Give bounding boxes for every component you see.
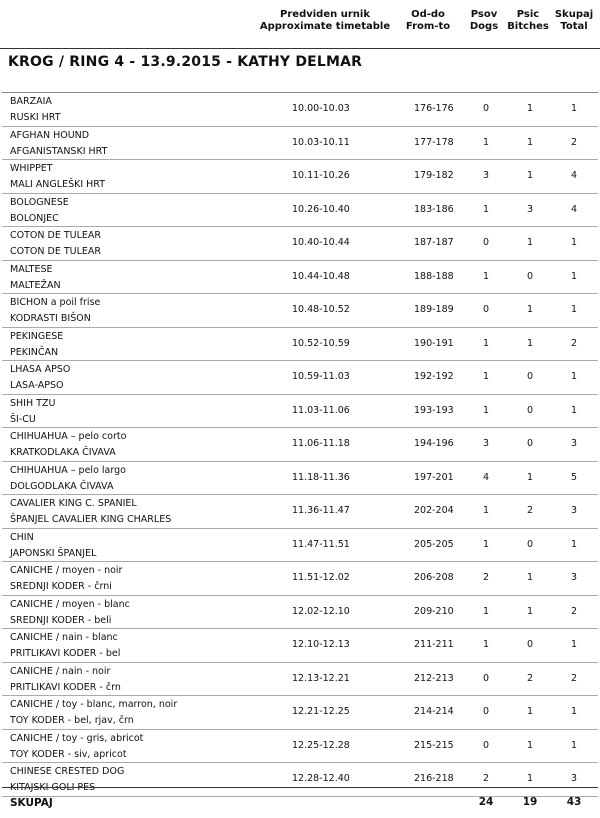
breed-name: CHIHUAHUA – pelo largo	[10, 464, 126, 476]
bitches-cell: 0	[526, 270, 534, 282]
range-cell: 209-210	[414, 605, 454, 617]
total-cell: 1	[570, 404, 578, 416]
breed-name: CANICHE / moyen - blanc	[10, 598, 130, 610]
dogs-column-header	[462, 9, 506, 33]
range-label-en: From-to	[405, 21, 451, 32]
time-cell: 10.44-10.48	[292, 270, 350, 282]
time-label-en: Approximate timetable	[259, 21, 391, 32]
range-cell: 206-208	[414, 572, 454, 583]
bitches-cell: 0	[526, 371, 534, 382]
total-cell: 1	[570, 706, 578, 717]
table-row	[2, 261, 598, 295]
table-row	[2, 596, 598, 630]
bitches-cell: 0	[526, 404, 534, 416]
bitches-cell: 1	[526, 605, 534, 617]
time-cell: 11.47-11.51	[292, 538, 350, 550]
bitches-cell: 1	[526, 304, 534, 315]
summary-bitches: 19	[522, 796, 538, 808]
range-cell: 216-218	[414, 773, 454, 784]
breed-name: LHASA APSO	[10, 364, 71, 375]
breed-name-local: RUSKI HRT	[10, 112, 61, 123]
bitches-cell: 1	[526, 739, 534, 751]
time-cell: 12.25-12.28	[292, 739, 350, 751]
range-cell: 193-193	[414, 404, 454, 416]
range-cell: 177-178	[414, 136, 454, 148]
breed-name-local: KITAJSKI GOLI PES	[10, 782, 96, 793]
bitches-cell: 2	[526, 505, 534, 516]
summary-row	[2, 787, 598, 818]
total-cell: 4	[570, 203, 578, 215]
total-cell: 2	[570, 136, 578, 148]
time-cell: 10.40-10.44	[292, 237, 350, 248]
total-column-header	[552, 9, 596, 33]
range-cell: 190-191	[414, 337, 454, 349]
range-cell: 192-192	[414, 371, 454, 382]
page-title: KROG / RING 4 - 13.9.2015 - KATHY DELMAR	[8, 54, 363, 70]
bitches-cell: 1	[526, 572, 534, 583]
table-row	[2, 562, 598, 596]
time-column-header	[255, 9, 395, 33]
table-row	[2, 93, 598, 127]
time-cell: 11.03-11.06	[292, 404, 350, 416]
breed-name-local: SREDNJI KODER - beli	[10, 614, 112, 626]
table-row	[2, 529, 598, 563]
breed-name: CHIN	[10, 531, 34, 543]
dogs-cell: 1	[482, 136, 490, 148]
time-cell: 12.02-12.10	[292, 605, 350, 617]
dogs-cell: 1	[482, 371, 490, 382]
dogs-label: Psov	[470, 9, 498, 20]
breed-name: CANICHE / nain - blanc	[10, 632, 118, 643]
time-cell: 11.06-11.18	[292, 438, 350, 449]
dogs-cell: 1	[482, 605, 490, 617]
bitches-cell: 0	[526, 538, 534, 550]
bitches-cell: 1	[526, 773, 534, 784]
time-cell: 10.26-10.40	[292, 203, 350, 215]
column-header	[0, 0, 600, 40]
time-cell: 10.52-10.59	[292, 337, 350, 349]
summary-label: SKUPAJ	[10, 797, 53, 809]
time-cell: 10.00-10.03	[292, 103, 350, 114]
total-cell: 1	[570, 538, 578, 550]
table-row	[2, 395, 598, 429]
breed-name: CANICHE / toy - blanc, marron, noir	[10, 699, 178, 710]
breed-name-local: MALTEŽAN	[10, 279, 61, 291]
range-column-header	[398, 9, 458, 33]
table-row	[2, 696, 598, 730]
table-row	[2, 495, 598, 529]
breed-name: COTON DE TULEAR	[10, 230, 102, 241]
bitches-cell: 1	[526, 103, 534, 114]
dogs-cell: 1	[482, 639, 490, 650]
breed-name: CANICHE / nain - noir	[10, 665, 111, 677]
range-cell: 212-213	[414, 672, 454, 684]
breed-name-local: MALI ANGLEŠKI HRT	[10, 179, 106, 190]
table-row	[2, 730, 598, 764]
total-cell: 2	[570, 605, 578, 617]
range-cell: 205-205	[414, 538, 454, 550]
range-cell: 202-204	[414, 505, 454, 516]
dogs-cell: 0	[482, 706, 490, 717]
dogs-cell: 2	[482, 773, 490, 784]
bitches-cell: 1	[526, 706, 534, 717]
bitches-label-en: Bitches	[507, 21, 549, 32]
breed-name-local: TOY KODER - siv, apricot	[10, 748, 127, 760]
breed-name: MALTESE	[10, 263, 53, 275]
dogs-cell: 0	[482, 304, 490, 315]
total-cell: 1	[570, 371, 578, 382]
breed-name-local: PEKINČAN	[10, 346, 59, 358]
time-cell: 12.28-12.40	[292, 773, 350, 784]
bitches-cell: 1	[526, 337, 534, 349]
range-label: Od-do	[411, 9, 445, 20]
dogs-cell: 0	[482, 739, 490, 751]
total-cell: 1	[570, 237, 578, 248]
breed-name-local: ŠPANJEL CAVALIER KING CHARLES	[10, 514, 172, 525]
breed-name-local: BOLONJEC	[10, 212, 59, 224]
range-cell: 211-211	[414, 639, 454, 650]
range-cell: 188-188	[414, 270, 454, 282]
breed-name: SHIH TZU	[10, 397, 56, 409]
dogs-cell: 0	[482, 672, 490, 684]
bitches-cell: 2	[526, 672, 534, 684]
table-row	[2, 428, 598, 462]
bitches-cell: 0	[526, 438, 534, 449]
breed-name-local: PRITLIKAVI KODER - črn	[10, 681, 121, 693]
time-cell: 10.11-10.26	[292, 170, 350, 181]
dogs-cell: 2	[482, 572, 490, 583]
table-row	[2, 629, 598, 663]
total-cell: 1	[570, 103, 578, 114]
dogs-cell: 3	[482, 170, 490, 181]
bitches-cell: 0	[526, 639, 534, 650]
time-cell: 12.13-12.21	[292, 672, 350, 684]
breed-name: CANICHE / moyen - noir	[10, 565, 123, 576]
summary-total: 43	[566, 796, 582, 808]
breed-name-local: PRITLIKAVI KODER - bel	[10, 648, 121, 659]
schedule-table	[2, 92, 598, 797]
total-cell: 2	[570, 337, 578, 349]
time-cell: 11.18-11.36	[292, 471, 350, 483]
dogs-cell: 1	[482, 505, 490, 516]
breed-name-local: AFGANISTANSKI HRT	[10, 145, 108, 157]
table-row	[2, 294, 598, 328]
table-row	[2, 160, 598, 194]
range-cell: 194-196	[414, 438, 454, 449]
range-cell: 176-176	[414, 103, 454, 114]
table-row	[2, 663, 598, 697]
breed-name: WHIPPET	[10, 163, 53, 174]
time-cell: 10.03-10.11	[292, 136, 350, 148]
dogs-cell: 4	[482, 471, 490, 483]
table-row	[2, 328, 598, 362]
time-label: Predviden urnik	[280, 9, 370, 20]
bitches-label: Psic	[516, 9, 540, 20]
breed-name: BOLOGNESE	[10, 196, 69, 208]
breed-name-local: COTON DE TULEAR	[10, 246, 102, 257]
range-cell: 179-182	[414, 170, 454, 181]
dogs-cell: 1	[482, 337, 490, 349]
range-cell: 215-215	[414, 739, 454, 751]
total-cell: 1	[570, 270, 578, 282]
range-cell: 214-214	[414, 706, 454, 717]
dogs-cell: 1	[482, 404, 490, 416]
breed-name-local: SREDNJI KODER - črni	[10, 581, 112, 592]
time-cell: 11.36-11.47	[292, 505, 350, 516]
time-cell: 10.48-10.52	[292, 304, 350, 315]
total-cell: 3	[570, 505, 578, 516]
dogs-cell: 1	[482, 538, 490, 550]
breed-name: CHINESE CRESTED DOG	[10, 766, 125, 777]
breed-name: AFGHAN HOUND	[10, 129, 90, 141]
total-cell: 3	[570, 438, 578, 449]
bitches-cell: 3	[526, 203, 534, 215]
ring-title-bar	[0, 48, 600, 77]
total-cell: 3	[570, 572, 578, 583]
breed-name: PEKINGESE	[10, 330, 64, 342]
dogs-cell: 1	[482, 203, 490, 215]
total-cell: 1	[570, 739, 578, 751]
range-cell: 189-189	[414, 304, 454, 315]
breed-name-local: JAPONSKI ŠPANJEL	[10, 547, 97, 559]
dogs-cell: 3	[482, 438, 490, 449]
table-row	[2, 227, 598, 261]
breed-name-local: KRATKODLAKA ČIVAVA	[10, 447, 116, 458]
bitches-cell: 1	[526, 170, 534, 181]
total-cell: 3	[570, 773, 578, 784]
breed-name-local: TOY KODER - bel, rjav, črn	[10, 715, 134, 726]
bitches-cell: 1	[526, 136, 534, 148]
range-cell: 187-187	[414, 237, 454, 248]
total-label: Skupaj	[554, 9, 594, 20]
table-row	[2, 127, 598, 161]
bitches-column-header	[503, 9, 553, 33]
total-cell: 5	[570, 471, 578, 483]
range-cell: 183-186	[414, 203, 454, 215]
summary-dogs: 24	[478, 796, 494, 808]
total-cell: 4	[570, 170, 578, 181]
time-cell: 12.21-12.25	[292, 706, 350, 717]
dogs-cell: 0	[482, 237, 490, 248]
range-cell: 197-201	[414, 471, 454, 483]
breed-name: CAVALIER KING C. SPANIEL	[10, 498, 137, 509]
time-cell: 12.10-12.13	[292, 639, 350, 650]
table-row	[2, 361, 598, 395]
total-cell: 1	[570, 639, 578, 650]
total-cell: 2	[570, 672, 578, 684]
breed-name: BARZAIA	[10, 96, 52, 107]
breed-name-local: LASA-APSO	[10, 380, 64, 391]
dogs-cell: 1	[482, 270, 490, 282]
dogs-label-en: Dogs	[469, 21, 499, 32]
dogs-cell: 0	[482, 103, 490, 114]
total-label-en: Total	[560, 21, 588, 32]
breed-name: CANICHE / toy - gris, abricot	[10, 732, 144, 744]
breed-name: BICHON a poil frise	[10, 297, 101, 308]
time-cell: 10.59-11.03	[292, 371, 350, 382]
total-cell: 1	[570, 304, 578, 315]
time-cell: 11.51-12.02	[292, 572, 350, 583]
breed-name: CHIHUAHUA – pelo corto	[10, 431, 127, 442]
breed-name-local: KODRASTI BIŠON	[10, 313, 91, 324]
bitches-cell: 1	[526, 237, 534, 248]
breed-name-local: DOLGODLAKA ČIVAVA	[10, 480, 114, 492]
table-row	[2, 194, 598, 228]
bitches-cell: 1	[526, 471, 534, 483]
table-row	[2, 462, 598, 496]
breed-name-local: ŠI-CU	[10, 413, 36, 425]
